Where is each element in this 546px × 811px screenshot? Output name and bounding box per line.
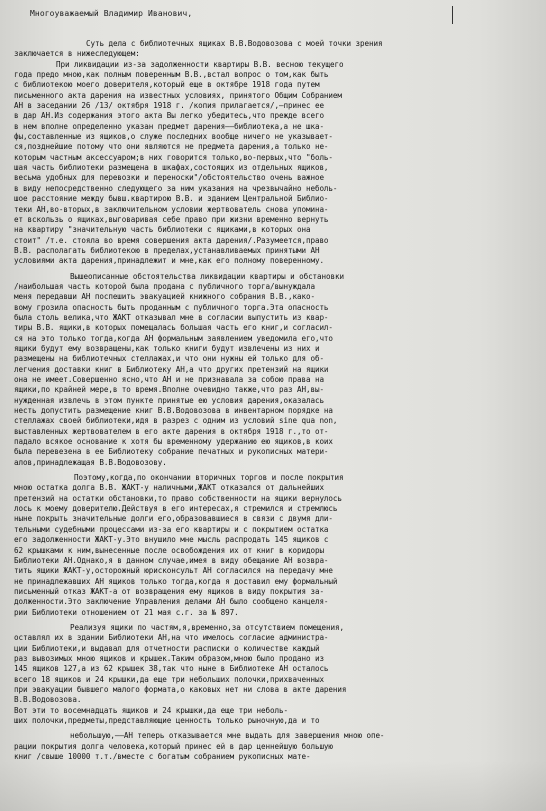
letter-line: размещены на библиотечных стеллажах,и что они нужны ей только для об- — [14, 354, 324, 364]
letter-line: ящики,по крайней мере,в то время.Вполне очевидно также,что раз АН,вы- — [14, 385, 324, 395]
letter-line: лось к моему доверителю.Действуя в его интересах,я стремился и стремлюсь — [14, 504, 338, 514]
letter-line: долженности.Это заключение Управления делами АН было сообщено канцеля- — [14, 597, 329, 607]
salutation: Многоуважаемый Владимир Иванович, — [30, 9, 193, 18]
letter-line: Суть дела с библиотечных ящиках В.В.Водовозова с моей точки зрения — [86, 39, 383, 48]
letter-line: ет вскользь о ящиках,выговаривая себе право при жизни временно вернуть — [14, 214, 329, 224]
letter-line: ся,позднейшие потому что они являются не предмета дарения,а только не- — [14, 142, 329, 152]
letter-line: В.В.Водовозова. — [14, 695, 82, 705]
letter-line: Реализуя ящики по частям,я,временно,за отсутствием помещения, — [70, 622, 345, 632]
letter-line: ныне покрыть значительные долги его,образовавшиеся в связи с двумя дли- — [14, 514, 333, 524]
letter-line: /наибольшая часть которой была продана с публичного торга/вынуждала — [14, 281, 315, 291]
letter-line: весьма удобных для перевозки и переноски"/обстоятельство очень важное — [14, 173, 324, 183]
letter-line: Библиотеки АН.Однако,я в данном случае,имея в виду обещание АН возвра- — [14, 555, 329, 565]
letter-line: ших полочки,предметы,представляющие ценность только рыночную,да и то — [14, 716, 320, 725]
letter-line: мною остатка долга В.В. ЖАКТ-у наличными,ЖАКТ отказался от дальнейших — [14, 483, 324, 493]
letter-line: она не имеет.Совершенно ясно,что АН и не признавала за собою права на — [14, 375, 324, 384]
letter-line: легчения доставки книг в Библиотеку АН,а что других претензий на ящики — [14, 364, 329, 374]
letter-line: была перевезена в ее Библиотеку собрание печатных и рукописных матери- — [14, 447, 329, 457]
letter-line: ящики будут ему возвращены,как только книги будут извлечены из них и — [14, 343, 320, 353]
letter-line: не принадлежавших АН ящиков только тогда,когда я доставил ему формальный — [14, 576, 338, 586]
letter-sheet — [14, 8, 534, 762]
letter-line: с библиотекою моего доверителя,который еще в октябре 1918 года путем — [14, 80, 320, 90]
letter-line: условиями акта дарения,принадлежит и мне,как его полному поверенному. — [14, 256, 324, 266]
letter-line: падало всякое основание к хотя бы временному удержанию ею ящиков,в коих — [14, 437, 333, 447]
letter-line: всего 18 ящиков и 24 крышки,да еще три небольших полочки,прихваченных — [14, 674, 324, 684]
letter-line: Вышеописанные обстоятельства ликвидации квартиры и обстановки — [70, 271, 345, 281]
letter-line: нужденная извлечь в этом пункте принятые ею условия дарения,оказалась — [14, 395, 324, 405]
letter-line: небольшую,——АН теперь отказывается мне выдать для завершения мною опе- — [70, 731, 385, 741]
letter-line: заключается в нижеследующем: — [14, 49, 140, 59]
letter-line: претензий на остатки обстановки,то право собственности на ящики вернулось — [14, 493, 342, 503]
letter-line: ся на это только тогда,когда АН формальным заявлением уведомила его,что — [14, 333, 333, 343]
letter-line: меня передавши АН поспешить эвакуацией книжного собрания В.В.,како- — [14, 292, 315, 302]
letter-line: шая часть библиотеки размещена в шкафах,состоящих из отдельных ящиков, — [14, 163, 329, 173]
letter-line: При ликвидации из-за задолженности квартиры В.В. весною текущего — [56, 59, 344, 69]
letter-line: АН в заседании 26 /13/ октября 1918 г. /копия прилагается/,—принес ее — [14, 101, 324, 111]
letter-line: тить ящики ЖАКТ-у,осторожный юрисконсульт АН согласился на передачу мне — [14, 566, 333, 576]
letter-line: в виду непосредственно следующего за ним указания на чрезвычайно неболь- — [14, 183, 338, 193]
paper-shadow — [0, 761, 546, 811]
letter-line: в дар АН.Из содержания этого акта Вы легко убедитесь,что прежде всего — [14, 111, 324, 121]
letter-line: тельными судебными процессами из-за его квартиры и с покрытием остатка — [14, 524, 329, 534]
letter-line: оставлял их в здании Библиотеки АН,на что имелось согласие администра- — [14, 633, 329, 643]
letter-line: стоит" /т.е. стояла во время совершения акта дарения/.Разумеется,право — [14, 235, 329, 245]
letter-line: 145 ящиков 127,а из 62 крышек 38,так что ныне в Библиотеке АН осталось — [14, 664, 329, 674]
letter-line: 62 крышками к ним,вынесенные после освобождения их от книг в коридоры — [14, 545, 324, 555]
letter-line: на квартиру "значительную часть библиотеки с ящиками,в которых она — [14, 225, 311, 235]
letter-line: вому грозила опасность быть проданным с публичного торга.Эта опасность — [14, 302, 329, 312]
letter-line: выставленных жертвователем в его акте дарения в октября 1918 г.,то от- — [14, 426, 329, 436]
letter-line: книг /свыше 10000 т.т./вместе с богатым собранием рукописных мате- — [14, 752, 311, 762]
letter-line: Вот эти то восемнадцать ящиков и 24 крышки,да еще три неболь- — [14, 705, 289, 715]
letter-line: фы,составленные из ящиков,о служе последних вообще ничего не указывает- — [14, 132, 333, 142]
letter-line: несть допустить размещение книг В.В.Водовозова в инвентарном порядке на — [14, 406, 333, 416]
letter-line: тиры В.В. ящики,в которых помещалась большая часть его книг,и согласил- — [14, 323, 333, 333]
letter-line: ции Библиотеки,и выдавал для отчетности расписки о количестве каждый — [14, 643, 320, 653]
letter-line: его задолженности ЖАКТ-у.Это внушило мне мысль распродать 145 ящиков с — [14, 535, 329, 545]
letter-line: алов,принадлежащая В.В.Водовозову. — [14, 457, 167, 467]
letter-line: была столь велика,что ЖАКТ отказывал мне в согласии выпустить из квар- — [14, 312, 329, 322]
letter-line: шое расстояние между бывш.квартирою В.В. и зданием Центральной Библио- — [14, 194, 329, 204]
letter-line: при эвакуации бывшего малого формата,о каковых нет ни слова в акте дарения — [14, 684, 347, 694]
letter-line: рации покрытия долга человека,который принес ей в дар ценнейшую большую — [14, 741, 333, 751]
letter-line: которым частным аксессуаром;в них говорится только,во-первых,что "боль- — [14, 152, 333, 162]
letter-line: теки АН,во-вторых,в заключительном условии жертвователь снова упомина- — [14, 204, 329, 214]
letter-line: раз вывозимых мною ящиков и крышек.Таким образом,мною было продано из — [14, 653, 324, 663]
letter-line: в нем вполне определенно указан предмет дарения——библиотека,а не шка- — [14, 121, 324, 131]
letter-line: стеллажах своей библиотеки,идя в разрез с одним из условий sine qua non, — [14, 416, 338, 426]
letter-body — [14, 39, 534, 762]
letter-line: письменного акта дарения на известных условиях, принятого Общим Собранием — [14, 90, 342, 100]
letter-line: письменный отказ ЖАКТ-а от возвращения ему ящиков в виду покрытия за- — [14, 586, 324, 596]
letter-line: В.В. располагать библиотекою в пределах,устанавливаемых принятыми АН — [14, 245, 320, 255]
letter-line: года предо мною,как полным поверенным В.В.,встал вопрос о том,как быть — [14, 70, 329, 80]
letter-line: Поэтому,когда,по окончании вторичных торгов и после покрытия — [74, 473, 344, 483]
letter-line: рии Библиотеки отношением от 21 мая с.г. за № 897. — [14, 607, 239, 617]
